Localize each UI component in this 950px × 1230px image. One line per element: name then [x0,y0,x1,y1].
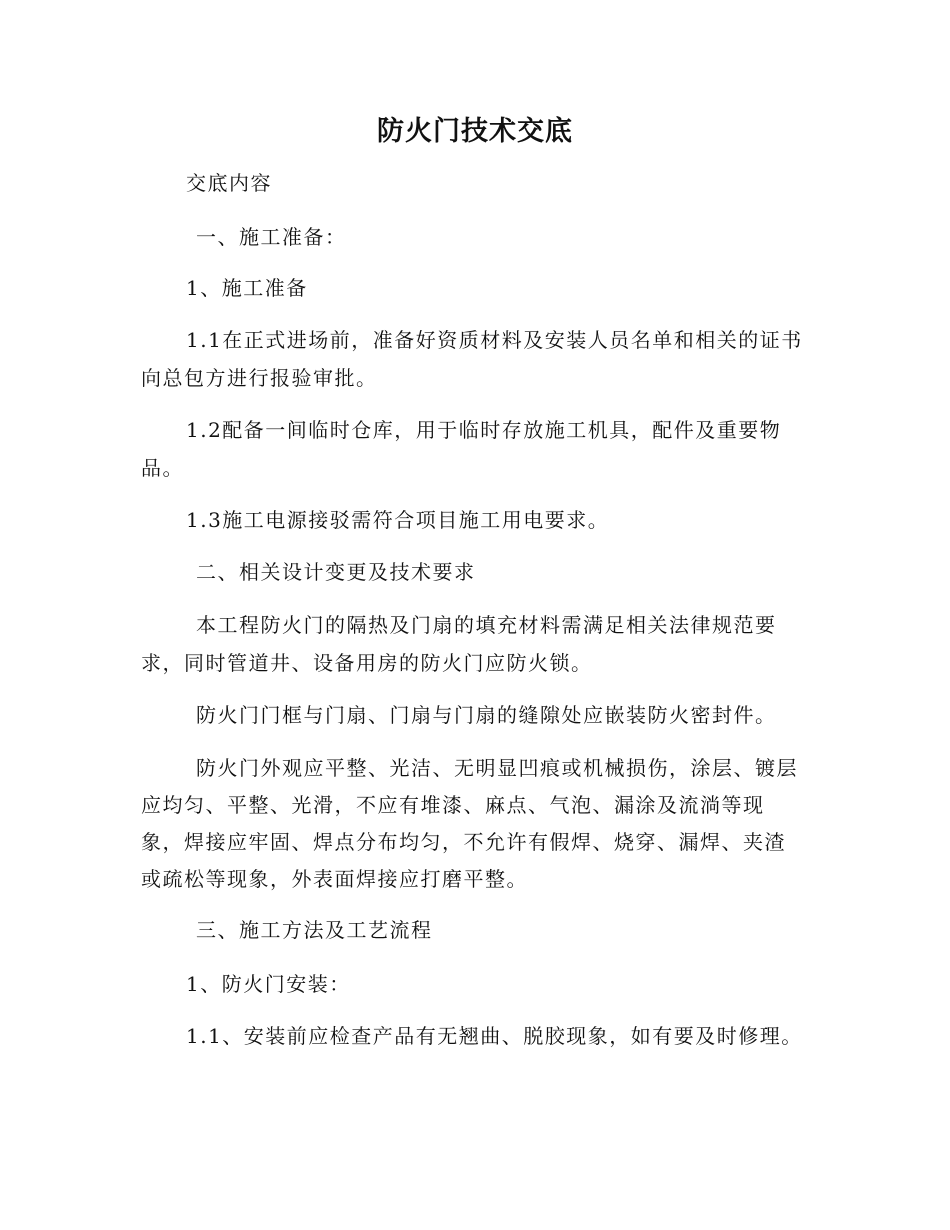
text-line: 交底内容 [186,171,272,195]
subsection-heading: 1、施工准备 [186,276,308,300]
paragraph-line: 或疏松等现象，外表面焊接应打磨平整。 [141,867,528,891]
document-title: 防火门技术交底 [377,116,573,147]
paragraph-line: 品。 [141,456,184,480]
paragraph-line: 1.3施工电源接驳需符合项目施工用电要求。 [186,508,610,532]
section-heading: 三、施工方法及工艺流程 [196,918,433,942]
paragraph-line: 应均匀、平整、光滑，不应有堆漆、麻点、气泡、漏涂及流淌等现 [141,793,765,817]
section-heading: 二、相关设计变更及技术要求 [196,560,476,584]
paragraph-line: 求，同时管道井、设备用房的防火门应防火锁。 [141,651,593,675]
paragraph-line: 向总包方进行报验审批。 [141,366,378,390]
paragraph-line: 象，焊接应牢固、焊点分布均匀，不允许有假焊、烧穿、漏焊、夹渣 [141,830,786,854]
paragraph-line: 1.1在正式进场前，准备好资质材料及安装人员名单和相关的证书 [186,328,803,352]
paragraph-line: 防火门外观应平整、光洁、无明显凹痕或机械损伤，涂层、镀层 [196,756,798,780]
section-heading: 一、施工准备： [196,225,347,249]
paragraph-line: 防火门门框与门扇、门扇与门扇的缝隙处应嵌装防火密封件。 [196,703,777,727]
paragraph-line: 本工程防火门的隔热及门扇的填充材料需满足相关法律规范要 [196,613,777,637]
paragraph-line: 1.1、安装前应检查产品有无翘曲、脱胶现象，如有要及时修理。 [186,1024,803,1048]
subsection-heading: 1、防火门安装： [186,972,351,996]
paragraph-line: 1.2配备一间临时仓库，用于临时存放施工机具，配件及重要物 [186,418,782,442]
